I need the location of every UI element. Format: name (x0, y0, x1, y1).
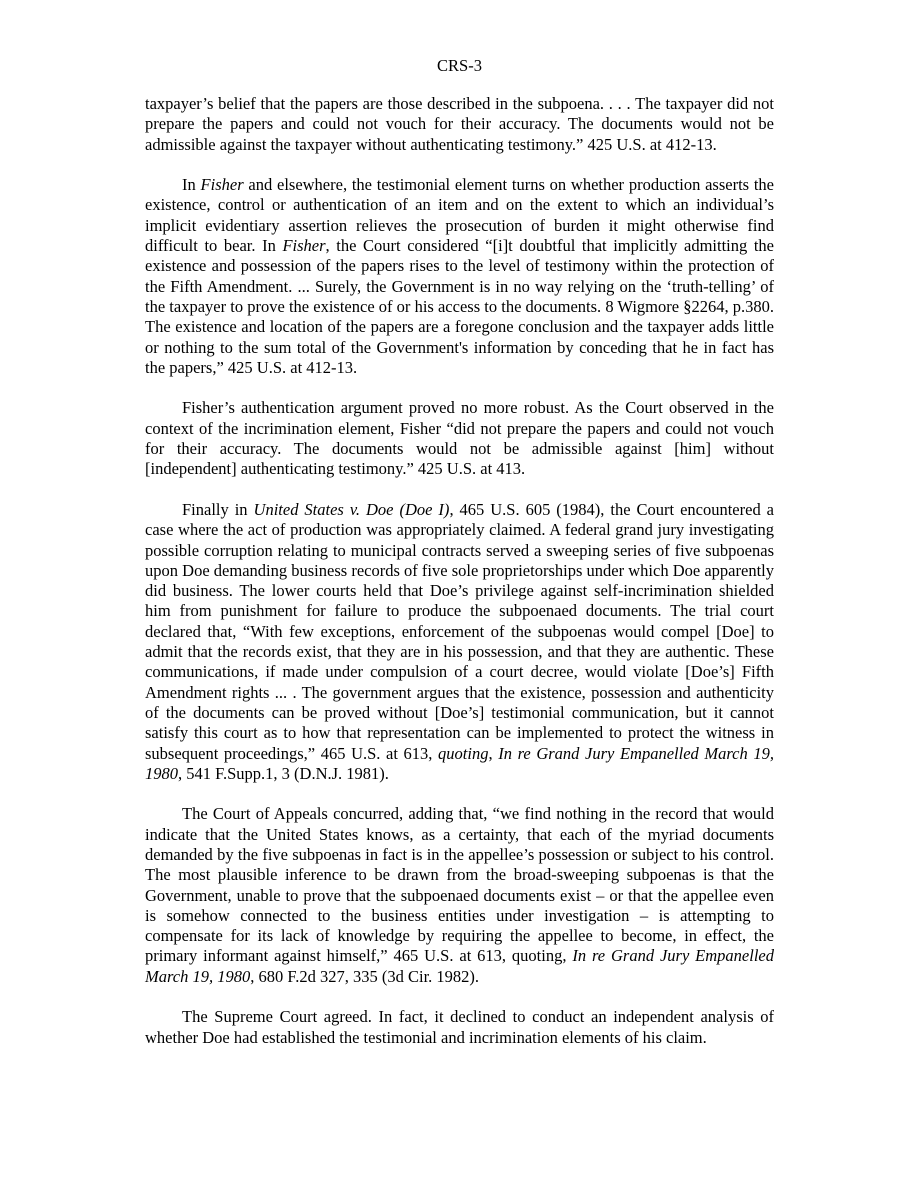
case-name-fisher: Fisher (200, 175, 244, 195)
paragraph-doe-i: Finally in United States v. Doe (Doe I), 465 U.S. 605 (1984), the Court encountered a case where the act of production was appropriately claimed. A federal grand jury investigating possible corruption relating to municipal contracts served a sweeping series of five subpoenas upon Doe demanding business records of five sole proprietorships under which Doe apparently did business. The lower courts held that Doe’s privilege against self-incrimination shielded him from punishment for failure to produce the subpoenaed documents. The trial court declared that, “With few exceptions, enforcement of the subpoenas would compel [Doe] to admit that the records exist, that they are in his possession, and that they are authentic. These communications, if made under compulsion of a court decree, would violate [Doe’s] Fifth Amendment rights ... . The government argues that the existence, possession and authenticity of the documents can be proved without [Doe’s] testimonial communication, but it cannot satisfy this court as to how that representation can be implemented to protect the witness in subsequent proceedings,” 465 U.S. at 613, quoting, In re Grand Jury Empanelled March 19, 1980, 541 F.Supp.1, 3 (D.N.J. 1981). (145, 499, 774, 783)
document-body (145, 94, 774, 1048)
paragraph-supreme-court: The Supreme Court agreed. In fact, it declined to conduct an independent analysis of whether Doe had established the testimonial and incrimination elements of his claim. (145, 1007, 774, 1047)
paragraph-continuation: taxpayer’s belief that the papers are those described in the subpoena. . . . The taxpayer did not prepare the papers and could not vouch for their accuracy. The documents would not be admissible against the taxpayer without authenticating testimony.” 425 U.S. at 412-13. (145, 94, 774, 154)
page-header (145, 56, 774, 76)
citation-signal: quoting (438, 743, 489, 763)
paragraph-fisher-testimonial: In Fisher and elsewhere, the testimonial element turns on whether production asserts the existence, control or authentication of an item and on the extent to which an individual’s implicit evidentiary assertion relieves the prosecution of burden it might otherwise find difficult to bear. In Fisher, the Court considered “[i]t doubtful that implicitly admitting the existence and possession of the papers rises to the level of testimony within the protection of the Fifth Amendment. ... Surely, the Government is in no way relying on the ‘truth-telling’ of the taxpayer to prove the existence of or his access to the documents. 8 Wigmore §2264, p.380. The existence and location of the papers are a foregone conclusion and the taxpayer adds little or nothing to the sum total of the Government's information by conceding that he in fact has the papers,” 425 U.S. at 412-13. (145, 175, 775, 377)
paragraph-fisher-authentication: Fisher’s authentication argument proved no more robust. As the Court observed in the context of the incrimination element, Fisher “did not prepare the papers and could not vouch for their accuracy. The documents would not be admissible against [him] without [independent] authenticating testimony.” 425 U.S. at 413. (145, 398, 774, 479)
case-name-grand-jury: In re Grand Jury Empanelled March 19, 1980 (145, 743, 774, 783)
paragraph-court-of-appeals: The Court of Appeals concurred, adding that, “we find nothing in the record that would indicate that the United States knows, as a certainty, that each of the myriad documents demanded by the five subpoenas in fact is in the appellee’s possession or subject to his control. The most plausible inference to be drawn from the broad-sweeping subpoenas is that the Government, unable to prove that the subpoenaed documents exist – or that the appellee even is somehow connected to the business entities under investigation – is attempting to compensate for its lack of knowledge by requiring the appellee to become, in effect, the primary informant against himself,” 465 U.S. at 613, quoting, In re Grand Jury Empanelled March 19, 1980, 680 F.2d 327, 335 (3d Cir. 1982). (145, 804, 774, 986)
page-label: CRS-3 (437, 56, 482, 75)
case-name-grand-jury: In re Grand Jury Empanelled March 19, 1980 (145, 946, 774, 986)
case-name-fisher: Fisher (282, 236, 326, 256)
case-name-doe-i: United States v. Doe (Doe I) (253, 499, 450, 519)
